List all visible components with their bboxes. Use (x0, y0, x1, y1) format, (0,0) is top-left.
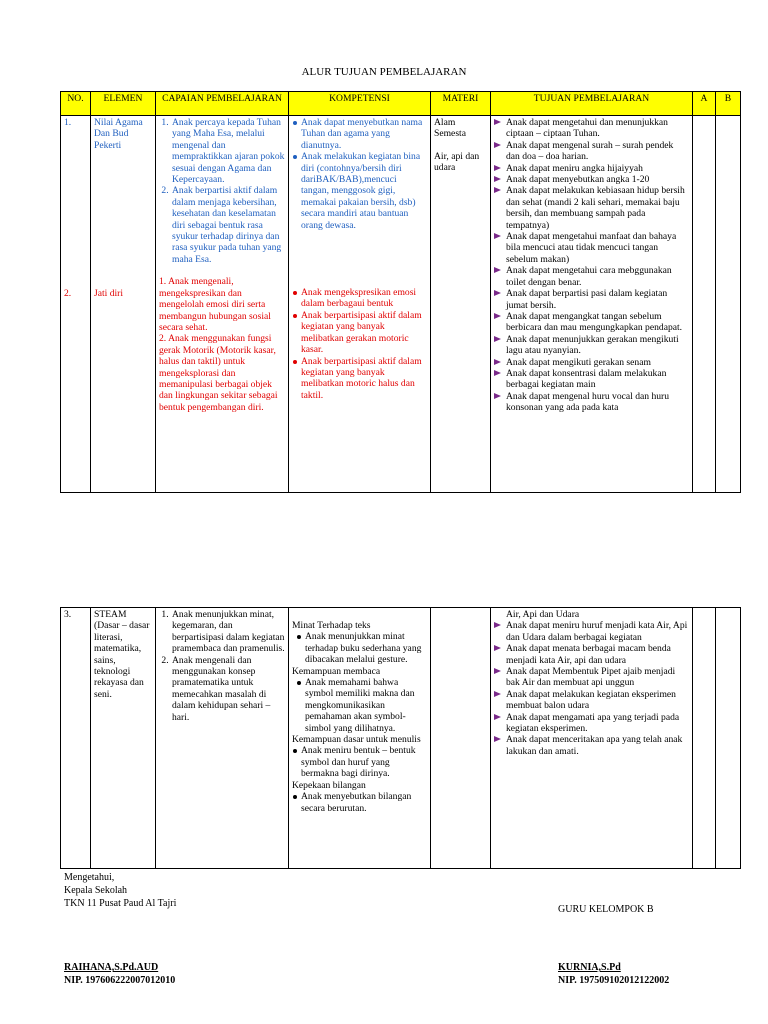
materi-cell (431, 116, 491, 493)
page-title: ALUR TUJUAN PEMBELAJARAN (301, 66, 467, 78)
table-row (61, 116, 741, 493)
header-materi: MATERI (431, 92, 491, 116)
table-top (60, 91, 741, 493)
arrow-bullet-icon (494, 233, 501, 239)
list-item: Anak dapat menceritakan apa yang telah anak lakukan dan amati. (494, 734, 689, 757)
signature-left-line3: TKN 11 Pusat Paud Al Tajri (64, 898, 177, 909)
no-cell (61, 116, 91, 493)
arrow-bullet-icon (494, 142, 501, 148)
tujuan-cell (491, 608, 693, 869)
capaian-cell (156, 608, 289, 869)
list-item: Anak dapat mengetahui cara mebggunakan toilet dengan benar. (494, 265, 689, 288)
header-elemen: ELEMEN (91, 92, 156, 116)
list-item: Anak dapat menunjukkan gerakan mengikuti lagu atau nyanyian. (494, 334, 689, 357)
list-item: Anak menunjukkan minat terhadap buku sederhana yang dibacakan melalui gesture. (305, 631, 427, 665)
list-item: Anak berpartisipasi aktif dalam kegiatan yang banyak melibatkan gerakan motoric kasar. (301, 310, 427, 356)
list-item: Anak dapat meniru angka hijaiyyah (494, 163, 689, 174)
signature-left-block (64, 871, 176, 910)
list-item: Anak berpartisipasi aktif dalam kegiatan yang banyak melibatkan motoric halus dan taktil. (301, 356, 427, 402)
tujuan-list (494, 620, 689, 757)
list-item: Anak dapat mengikuti gerakan senam (494, 357, 689, 368)
kompetensi-cell (289, 116, 431, 493)
list-item: Anak dapat mengamati apa yang terjadi pada kegiatan eksperimen. (494, 712, 689, 735)
tujuan-cell (491, 116, 693, 493)
kompetensi-blue-list (292, 117, 427, 231)
list-item: Anak dapat konsentrasi dalam melakukan berbagai kegiatan main (494, 368, 689, 391)
capaian-red-2: 2. Anak menggunakan fungsi gerak Motorik (Motorik kasar, halus dan taktil) untuk mengeksplorasi dan memanipulasi berbagai objek dan lingkungan sekitar sebagai bentuk pengembangan diri. (159, 333, 278, 413)
list-item: Anak dapat menyebutkan nama Tuhan dan agama yang dianutnya. (301, 117, 427, 151)
b-cell (716, 608, 741, 869)
arrow-bullet-icon (494, 645, 501, 651)
no-cell: 3. (61, 608, 91, 869)
arrow-bullet-icon (494, 313, 501, 319)
list-item: 2. Anak mengenali dan menggunakan konsep pramatematika untuk memecahkan masalah di dalam kehidupan sehari – hari. (171, 655, 285, 723)
arrow-bullet-icon (494, 165, 501, 171)
arrow-bullet-icon (494, 336, 501, 342)
arrow-bullet-icon (494, 736, 501, 742)
row-number-2: 2. (64, 288, 72, 300)
header-capaian: CAPAIAN PEMBELAJARAN (156, 92, 289, 116)
arrow-bullet-icon (494, 119, 501, 125)
arrow-bullet-icon (494, 187, 501, 193)
list-item: Anak dapat menyebutkan angka 1-20 (494, 174, 689, 185)
header-b: B (716, 92, 741, 116)
list-item: Anak dapat mengenal huru vocal dan huru konsonan yang ada pada kata (494, 391, 689, 414)
arrow-bullet-icon (494, 290, 501, 296)
arrow-bullet-icon (494, 622, 501, 628)
capaian-cell (156, 116, 289, 493)
table-bottom (60, 607, 741, 869)
signature-right-name-block (558, 961, 669, 987)
signature-left-line1: Mengetahui, (64, 872, 115, 883)
arrow-bullet-icon (494, 393, 501, 399)
materi-cell (431, 608, 491, 869)
list-item: Anak melakukan kegiatan bina diri (contohnya/bersih diri dariBAK/BAB),mencuci tangan, menggosok gigi, memakai pakaian bersih, dsb) secara mandiri atau bantuan orang dewasa. (301, 151, 427, 231)
table-header-row (61, 92, 741, 116)
list-item: Anak dapat mengetahui manfaat dan bahaya bila mencuci atau tidak mencuci tangan sebelum makan) (494, 231, 689, 265)
list-item: Anak dapat Membentuk Pipet ajaib menjadi bak Air dan membuat api unggun (494, 666, 689, 689)
list-item: Anak dapat meniru huruf menjadi kata Air, Api dan Udara dalam berbagai kegiatan (494, 620, 689, 643)
elemen-1: Nilai Agama Dan Bud Pekerti (94, 117, 143, 151)
list-item: 2. Anak berpartisi aktif dalam dalam menjaga kebersihan, kesehatan dan keselamatan diri sebagai bentuk rasa syukur terhadap dirinya dan rasa syukur pada tuhan yang maha Esa. (171, 185, 285, 265)
list-item: Anak meniru bentuk – bentuk symbol dan huruf yang bermakna bagi dirinya. (301, 745, 427, 779)
list-item: Anak dapat mengetahui dan menunjukkan ciptaan – ciptaan Tuhan. (494, 117, 689, 140)
signature-left-name: RAIHANA,S.Pd.AUD (64, 962, 159, 973)
list-item: 1. Anak menunjukkan minat, kegemaran, dan berpartisipasi dalam kegiatan pramembaca dan pramenulis. (171, 609, 285, 655)
a-cell (693, 116, 716, 493)
header-tujuan: TUJUAN PEMBELAJARAN (491, 92, 693, 116)
elemen-cell: STEAM (Dasar – dasar literasi, matematika, sains, teknologi rekayasa dan seni. (91, 608, 156, 869)
signature-right-nip: NIP. 197509102012122002 (558, 975, 670, 986)
kompetensi-heading: Minat Terhadap teks (292, 620, 371, 631)
header-no: NO. (61, 92, 91, 116)
list-item: Anak dapat melakukan kegiatan eksperimen membuat balon udara (494, 689, 689, 712)
kompetensi-heading: Kemampuan membaca (292, 665, 381, 677)
kompetensi-heading: Kemampuan dasar untuk menulis (292, 734, 421, 746)
a-cell (693, 608, 716, 869)
elemen-2: Jati diri (94, 288, 124, 300)
list-item: Anak menyebutkan bilangan secara berurutan. (301, 791, 427, 814)
elemen-cell (91, 116, 156, 493)
tujuan-continued: Air, Api dan Udara (506, 609, 580, 620)
signature-left-nip: NIP. 197606222007012010 (64, 975, 176, 986)
kompetensi-red-list (292, 287, 427, 401)
tujuan-list (494, 117, 689, 414)
signature-right-name: KURNIA,S.Pd (558, 962, 621, 973)
capaian-red-1: 1. Anak mengenali, mengekspresikan dan mengelolah emosi diri serta membangun hubungan sosial secara sehat. (159, 276, 271, 333)
arrow-bullet-icon (494, 691, 501, 697)
b-cell (716, 116, 741, 493)
row-number-1: 1. (64, 117, 72, 128)
signature-left-line2: Kepala Sekolah (64, 885, 128, 896)
list-item: Anak dapat melakukan kebiasaan hidup bersih dan sehat (mandi 2 kali sehari, memakai baju bersih, dan membuang sampah pada tempatnya) (494, 185, 689, 231)
kompetensi-cell (289, 608, 431, 869)
kompetensi-heading: Kepekaan bilangan (292, 779, 366, 791)
list-item: Anak memahami bahwa symbol memiliki makna dan mengkomunikasikan pemahaman akan symbol-simbol yang dilihatnya. (305, 677, 427, 734)
arrow-bullet-icon (494, 359, 501, 365)
arrow-bullet-icon (494, 176, 501, 182)
arrow-bullet-icon (494, 714, 501, 720)
list-item: Anak mengekspresikan emosi dalam berbagaui bentuk (301, 287, 427, 310)
arrow-bullet-icon (494, 267, 501, 273)
arrow-bullet-icon (494, 668, 501, 674)
header-a: A (693, 92, 716, 116)
capaian-list (159, 609, 285, 723)
materi-1: Alam Semesta (434, 117, 466, 140)
list-item: 1. Anak percaya kepada Tuhan yang Maha Esa, melalui mengenal dan mempraktikkan ajaran pokok sesuai dengan Agama dan Kepercayaan. (171, 117, 285, 185)
arrow-bullet-icon (494, 370, 501, 376)
signature-right-role: GURU KELOMPOK B (558, 904, 654, 915)
table-row (61, 608, 741, 869)
list-item: Anak dapat menata berbagai macam benda menjadi kata Air, api dan udara (494, 643, 689, 666)
materi-2: Air, api dan udara (434, 150, 480, 174)
list-item: Anak dapat mengangkat tangan sebelum berbicara dan mau mengungkapkan pendapat. (494, 311, 689, 334)
header-kompetensi: KOMPETENSI (289, 92, 431, 116)
list-item: Anak dapat mengenal surah – surah pendek dan doa – doa harian. (494, 140, 689, 163)
signature-left-name-block (64, 961, 175, 987)
capaian-blue-list (159, 117, 285, 265)
list-item: Anak dapat berpartisi pasi dalam kegiatan jumat bersih. (494, 288, 689, 311)
